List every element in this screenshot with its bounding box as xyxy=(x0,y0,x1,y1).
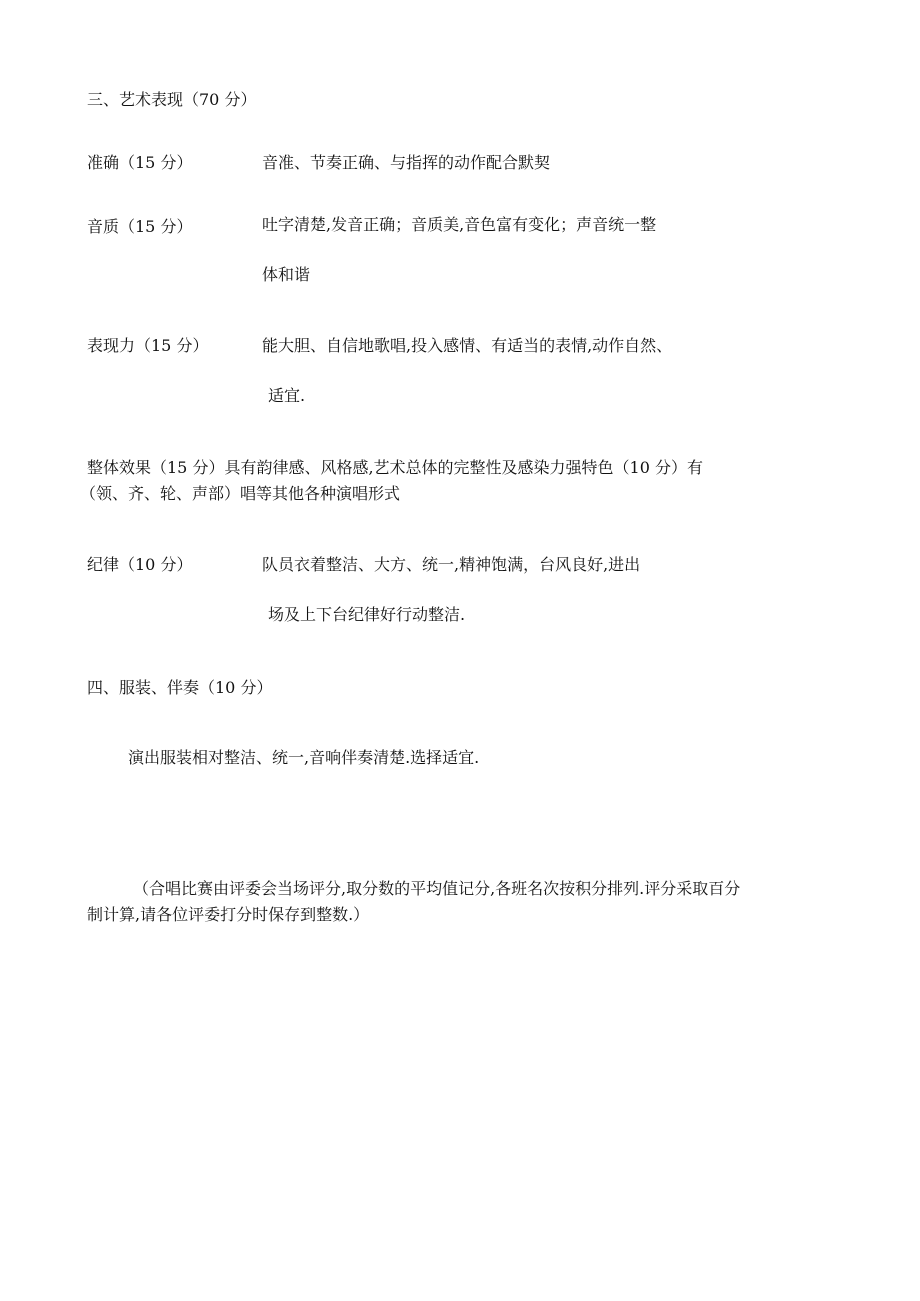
section4-heading: 四、服装、伴奏（10 分） xyxy=(87,678,273,697)
criterion-discipline-desc-line1: 队员衣着整洁、大方、统一,精神饱满，台风良好,进出 xyxy=(262,555,641,574)
criterion-expression-desc-line1: 能大胆、自信地歌唱,投入感情、有适当的表情,动作自然、 xyxy=(262,336,673,355)
criterion-tone-desc-line1: 吐字清楚,发音正确；音质美,音色富有变化；声音统一整 xyxy=(262,215,657,234)
section3-heading: 三、艺术表现（70 分） xyxy=(87,90,257,109)
criterion-tone-desc-line2: 体和谐 xyxy=(262,265,311,284)
criterion-expression-label: 表现力（15 分） xyxy=(87,336,209,355)
criterion-discipline-label: 纪律（10 分） xyxy=(87,555,193,574)
overall-effect-line1: 整体效果（15 分）具有韵律感、风格感,艺术总体的完整性及感染力强特色（10 分）有 xyxy=(87,458,703,477)
scoring-note-line1: （合唱比赛由评委会当场评分,取分数的平均值记分,各班名次按积分排列.评分采取百分 xyxy=(133,879,741,898)
criterion-discipline-desc-line2: 场及上下台纪律好行动整洁. xyxy=(268,605,466,624)
overall-effect-line2: （领、齐、轮、声部）唱等其他各种演唱形式 xyxy=(80,484,401,503)
criterion-tone-label: 音质（15 分） xyxy=(87,217,193,236)
criterion-accuracy-label: 准确（15 分） xyxy=(87,153,193,172)
criterion-expression-desc-line2: 适宜. xyxy=(268,386,306,405)
scoring-note-line2: 制计算,请各位评委打分时保存到整数.） xyxy=(87,905,370,924)
section4-body: 演出服装相对整洁、统一,音响伴奏清楚.选择适宜. xyxy=(128,748,480,767)
criterion-accuracy-desc: 音准、节奏正确、与指挥的动作配合默契 xyxy=(262,153,551,172)
